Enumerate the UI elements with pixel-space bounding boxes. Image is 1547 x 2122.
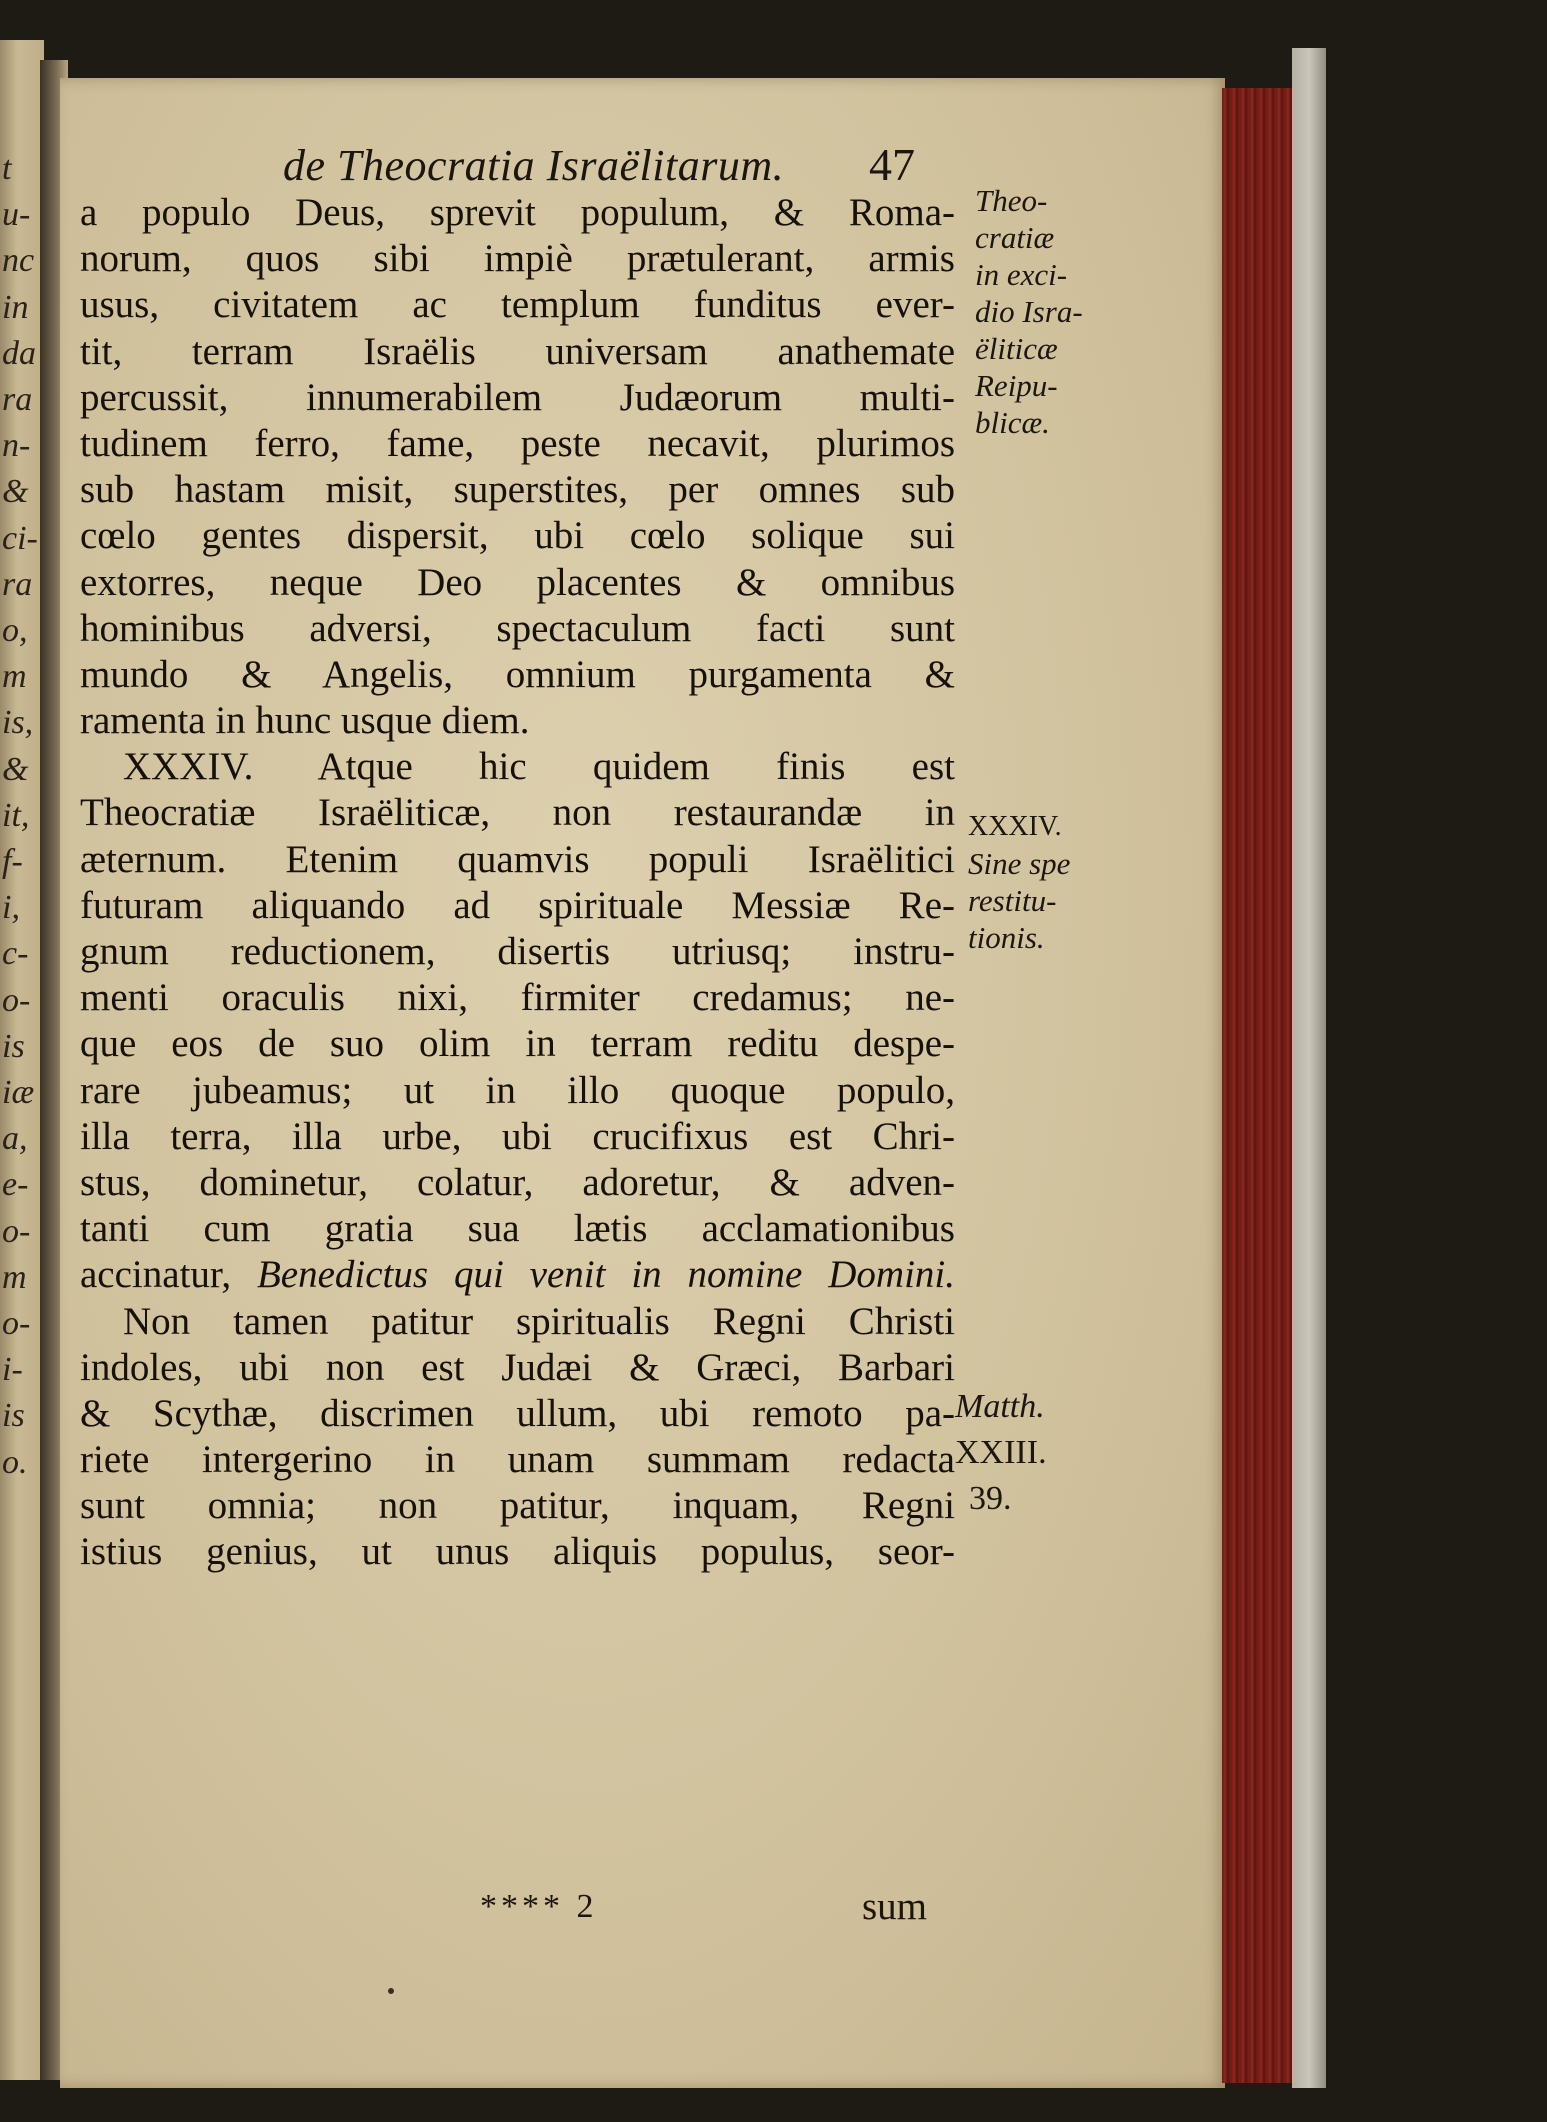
italic-quote: Benedictus qui venit in nomine Domini. — [256, 1253, 955, 1297]
running-head: de Theocratia Israëlitarum. — [283, 141, 785, 190]
text-line: norum, quos sibi impiè prætulerant, armis — [80, 237, 955, 281]
facing-page-fragment: o- — [2, 1212, 31, 1250]
text-line: rare jubeamus; ut in illo quoque populo, — [80, 1068, 955, 1112]
text-line: riete intergerino in unam summam redacta — [80, 1438, 955, 1482]
ink-speck — [388, 1988, 394, 1994]
facing-page-fragment: o- — [2, 981, 31, 1019]
facing-page-fragment: da — [2, 334, 36, 372]
text-line: sub hastam misit, superstites, per omnes sub — [80, 468, 955, 512]
text-line: & Scythæ, discrimen ullum, ubi remoto pa- — [80, 1391, 955, 1435]
text-span: accinatur, — [80, 1253, 257, 1297]
margin-note-line: dio Isra- — [975, 294, 1083, 329]
margin-note-line: ëliticæ — [975, 331, 1058, 366]
margin-note-line: XXIII. — [955, 1434, 1047, 1471]
margin-note-line: Theo- — [975, 183, 1048, 218]
facing-page-fragment: it, — [2, 796, 30, 834]
text-line-with-quote — [80, 1252, 955, 1298]
text-line: æternum. Etenim quamvis populi Israëlitici — [80, 837, 955, 881]
text-line: tanti cum gratia sua lætis acclamationibus — [80, 1207, 955, 1251]
facing-page-fragment: c- — [2, 935, 29, 973]
margin-note-sine-spe — [968, 808, 1070, 956]
margin-note-line: Reipu- — [975, 368, 1058, 403]
facing-page-fragment: i, — [2, 889, 20, 927]
facing-page-fragment: is — [2, 1027, 25, 1065]
facing-page-fragment: a, — [2, 1120, 28, 1158]
text-line: futuram aliquando ad spirituale Messiæ Re- — [80, 883, 955, 927]
margin-note-line: tionis. — [968, 920, 1045, 955]
body-text — [80, 190, 955, 1576]
margin-note-line: XXXIV. — [968, 811, 1062, 842]
text-line: extorres, neque Deo placentes & omnibus — [80, 560, 955, 604]
facing-page-fragment: m — [2, 658, 27, 696]
book-cover-edge — [1292, 48, 1326, 2088]
facing-page-fragment: ci- — [2, 519, 38, 557]
text-line: indoles, ubi non est Judæi & Græci, Barbari — [80, 1345, 955, 1389]
facing-page-fragment: e- — [2, 1166, 29, 1204]
text-line: sunt omnia; non patitur, inquam, Regni — [80, 1484, 955, 1528]
facing-page-fragment: in — [2, 288, 29, 326]
page-number: 47 — [869, 139, 915, 190]
margin-note-line: restitu- — [968, 883, 1057, 918]
section-heading-line: XXXIV. Atque hic quidem finis est — [123, 745, 955, 789]
text-line: percussit, innumerabilem Judæorum multi- — [80, 375, 955, 419]
text-line: stus, dominetur, colatur, adoretur, & adven- — [80, 1160, 955, 1204]
page-edge-red — [1222, 88, 1294, 2083]
margin-note-line: 39. — [969, 1480, 1012, 1517]
facing-page-fragment: t — [2, 150, 12, 187]
margin-note-matth — [955, 1384, 1047, 1522]
facing-page-fragment: is — [2, 1397, 25, 1435]
text-line: gnum reductionem, disertis utriusq; instru- — [80, 930, 955, 973]
margin-note-line: blicæ. — [975, 405, 1050, 440]
facing-page-fragment: ra — [2, 565, 33, 603]
facing-page-fragment: o- — [2, 1305, 31, 1342]
margin-note-line: in exci- — [975, 257, 1068, 292]
facing-page-fragment: & — [2, 750, 29, 788]
facing-page-fragment: nc — [2, 242, 35, 280]
facing-page-fragment: n- — [2, 427, 31, 465]
text-line: menti oraculis nixi, firmiter credamus; ne- — [80, 976, 955, 1020]
text-line: mundo & Angelis, omnium purgamenta & — [80, 652, 955, 696]
margin-note-line: cratiæ — [975, 220, 1055, 255]
text-line: hominibus adversi, spectaculum facti sunt — [80, 606, 955, 650]
text-line: ramenta in hunc usque diem. — [80, 699, 530, 743]
margin-note-theocratia — [975, 182, 1083, 441]
text-line: Non tamen patitur spiritualis Regni Christi — [123, 1299, 955, 1343]
facing-page-fragment: ra — [2, 381, 33, 418]
text-line: tit, terram Israëlis universam anathemate — [80, 329, 955, 373]
facing-page-edge — [0, 40, 44, 2080]
text-line: tudinem ferro, fame, peste necavit, plurimos — [80, 421, 955, 465]
facing-page-fragment: m — [2, 1258, 27, 1296]
signature-mark: **** 2 — [480, 1888, 598, 1925]
facing-page-fragment: u- — [2, 196, 31, 234]
text-line: istius genius, ut unus aliquis populus, seor- — [80, 1530, 955, 1574]
text-line: que eos de suo olim in terram reditu despe- — [80, 1022, 955, 1066]
margin-note-line: Matth. — [955, 1388, 1045, 1425]
facing-page-fragment: iæ — [2, 1074, 35, 1111]
text-line: Theocratiæ Israëliticæ, non restaurandæ in — [80, 791, 955, 835]
text-line: illa terra, illa urbe, ubi crucifixus est Chri- — [80, 1114, 955, 1158]
catchword: sum — [862, 1885, 928, 1928]
facing-page-fragment: & — [2, 473, 29, 511]
facing-page-fragment: o, — [2, 612, 28, 649]
text-line: cœlo gentes dispersit, ubi cœlo solique sui — [80, 514, 955, 558]
text-line: a populo Deus, sprevit populum, & Roma- — [80, 191, 955, 234]
facing-page-fragment: o. — [2, 1443, 28, 1481]
facing-page-fragment: i- — [2, 1351, 23, 1389]
margin-note-line: Sine spe — [968, 846, 1071, 881]
text-line: usus, civitatem ac templum funditus ever- — [80, 283, 955, 327]
facing-page-fragment: f- — [2, 843, 23, 880]
facing-page-fragment: is, — [2, 704, 34, 742]
